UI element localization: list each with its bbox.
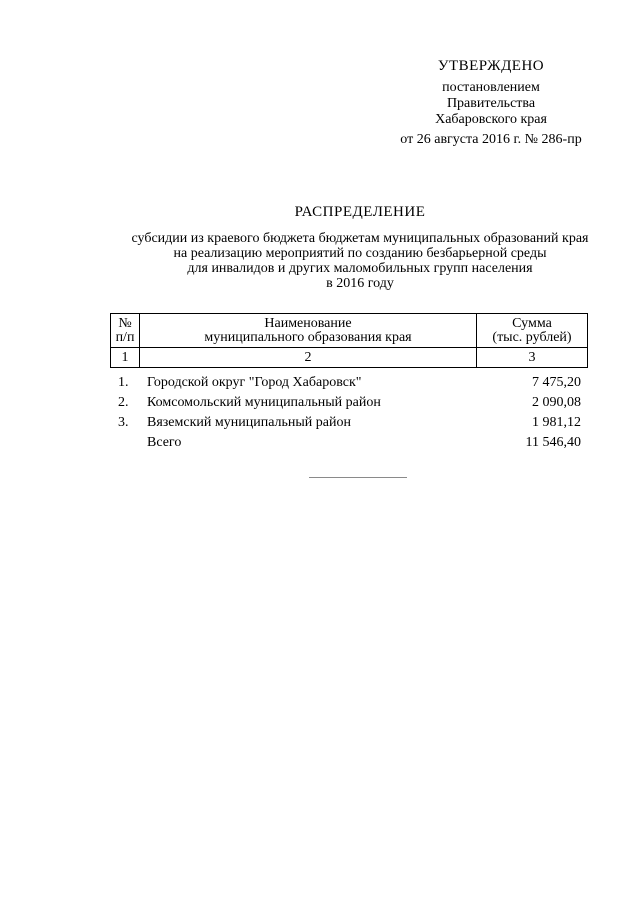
heading-line-2: на реализацию мероприятий по созданию безбарьерной среды	[173, 246, 547, 261]
table-header-row	[111, 314, 588, 348]
table-row	[110, 393, 587, 413]
document-heading	[80, 205, 640, 291]
row-amount: 1 981,12	[532, 415, 581, 430]
total-label: Всего	[147, 435, 182, 450]
row-number: 3.	[118, 415, 129, 430]
approval-block	[380, 58, 602, 148]
row-number: 1.	[118, 375, 129, 390]
row-amount: 7 475,20	[532, 375, 581, 390]
table-row	[110, 373, 587, 393]
approval-line-2: Правительства	[446, 96, 536, 111]
row-amount: 2 090,08	[532, 395, 581, 410]
total-amount: 11 546,40	[525, 435, 581, 450]
row-municipality: Городской округ "Город Хабаровск"	[147, 375, 362, 390]
row-number: 2.	[118, 395, 129, 410]
total-row	[110, 433, 587, 453]
heading-line-3: для инвалидов и других маломобильных групп населения	[187, 261, 533, 276]
index-cell-3: 3	[477, 348, 588, 368]
approval-line-1: постановлением	[442, 80, 540, 95]
header-sum: Сумма (тыс. рублей)	[477, 314, 588, 348]
document-title: РАСПРЕДЕЛЕНИЕ	[294, 204, 426, 220]
distribution-table-header	[110, 313, 588, 368]
table-row	[110, 413, 587, 433]
header-number: № п/п	[111, 314, 140, 348]
index-cell-1: 1	[111, 348, 140, 368]
heading-line-1: субсидии из краевого бюджета бюджетам муниципальных образований края	[131, 231, 589, 246]
row-municipality: Комсомольский муниципальный район	[147, 395, 381, 410]
header-municipality: Наименование муниципального образования края	[140, 314, 477, 348]
row-municipality: Вяземский муниципальный район	[147, 415, 351, 430]
index-cell-2: 2	[140, 348, 477, 368]
table-index-row	[111, 348, 588, 368]
distribution-table-body	[110, 373, 587, 453]
heading-line-4: в 2016 году	[326, 276, 394, 291]
approval-date: от 26 августа 2016 г. № 286-пр	[400, 132, 582, 147]
approved-stamp: УТВЕРЖДЕНО	[437, 58, 545, 74]
closing-divider	[309, 477, 407, 478]
approval-line-3: Хабаровского края	[435, 112, 547, 127]
